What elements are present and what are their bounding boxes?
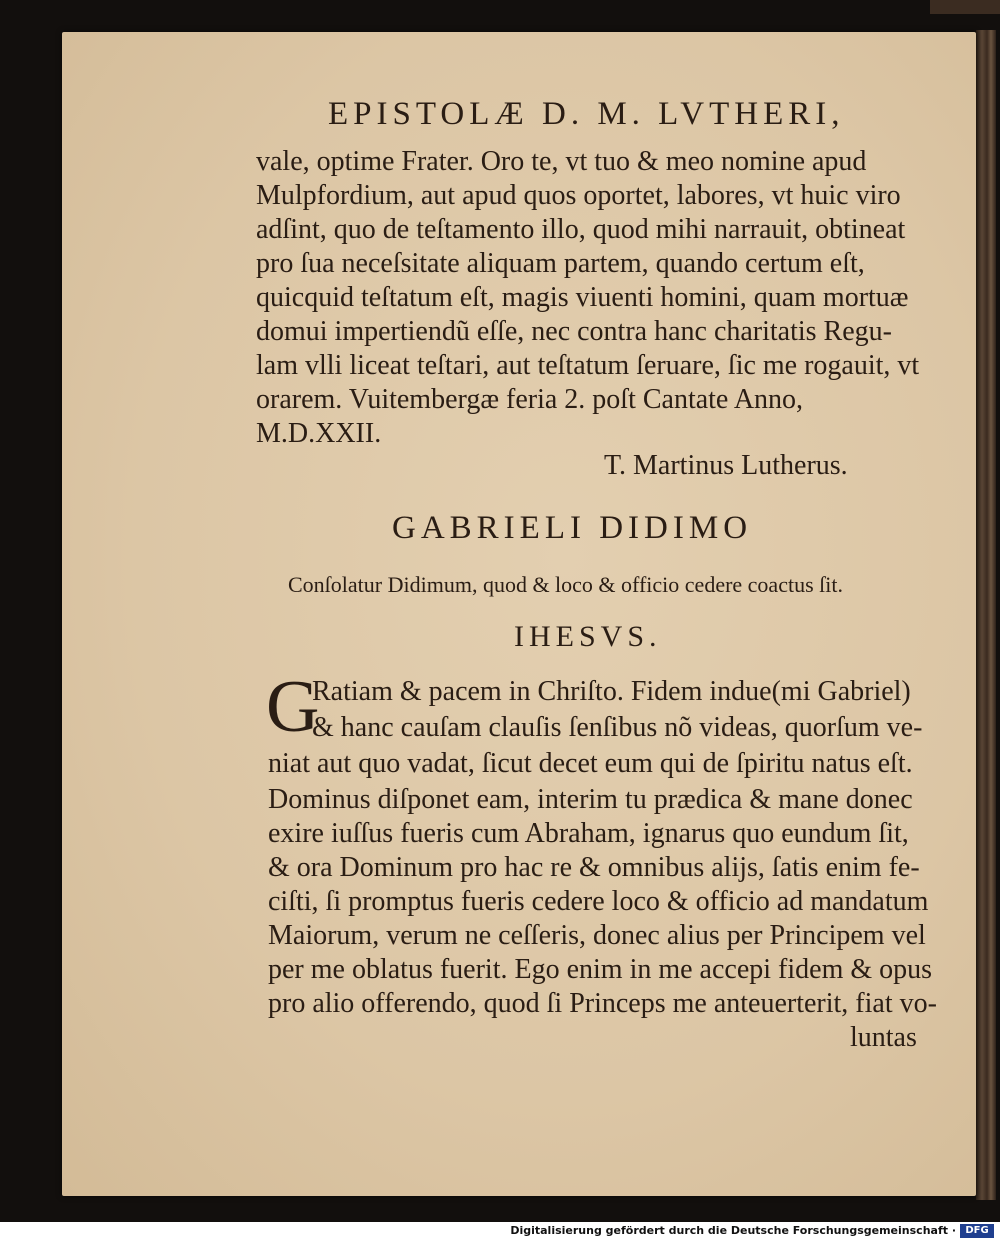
text-line: ciſti, ſi promptus fueris cedere loco & officio ad mandatum	[268, 886, 929, 917]
text-line: pro ſua neceſsitate aliquam partem, quando certum eſt,	[256, 248, 865, 279]
letter-heading: GABRIELI DIDIMO	[392, 510, 753, 546]
drop-cap: G	[266, 666, 320, 748]
letter-subheading: IHESVS.	[514, 620, 662, 653]
text-line: Maiorum, verum ne ceſſeris, donec alius per Principem vel	[268, 920, 926, 951]
text-line: lam vlli liceat teſtari, aut teſtatum ſeruare, ſic me rogauit, vt	[256, 350, 920, 381]
text-line: M.D.XXII.	[256, 418, 382, 449]
dfg-logo[interactable]: DFG	[960, 1224, 994, 1238]
book-edge-right	[976, 30, 996, 1200]
text-line: luntas	[850, 1022, 917, 1053]
text-line: adſint, quo de teſtamento illo, quod mihi narrauit, obtineat	[256, 214, 906, 245]
text-line: orarem. Vuitembergæ feria 2. poſt Cantate Anno,	[256, 384, 804, 415]
text-line: per me oblatus fuerit. Ego enim in me accepi fidem & opus	[268, 954, 933, 985]
text-line: vale, optime Frater. Oro te, vt tuo & meo nomine apud	[256, 146, 867, 177]
text-line: Mulpfordium, aut apud quos oportet, labores, vt huic viro	[256, 180, 901, 211]
book-edge-top	[930, 0, 1000, 14]
text-line: Ratiam & pacem in Chriſto. Fidem indue(mi Gabriel)	[312, 676, 911, 707]
text-line: quicquid teſtatum eſt, magis viuenti homini, quam mortuæ	[256, 282, 909, 313]
signature: T. Martinus Lutherus.	[604, 450, 848, 481]
running-head: EPISTOLÆ D. M. LVTHERI,	[328, 96, 845, 132]
footer-credit: Digitalisierung gefördert durch die Deutsche Forschungsgemeinschaft ·	[510, 1224, 956, 1237]
text-line: domui impertiendũ eſſe, nec contra hanc charitatis Regu-	[256, 316, 892, 347]
text-line: & hanc cauſam clauſis ſenſibus nõ videas, quorſum ve-	[312, 712, 923, 743]
text-line: & ora Dominum pro hac re & omnibus alijs, ſatis enim fe-	[268, 852, 920, 883]
text-line: Dominus diſponet eam, interim tu prædica & mane donec	[268, 784, 913, 815]
text-line: exire iuſſus fueris cum Abraham, ignarus quo eundum ſit,	[268, 818, 909, 849]
letter-summary: Conſolatur Didimum, quod & loco & officio cedere coactus ſit.	[288, 572, 843, 597]
digitization-footer	[0, 1222, 1000, 1241]
text-line: niat aut quo vadat, ſicut decet eum qui de ſpiritu natus eſt.	[268, 748, 913, 779]
text-line: pro alio offerendo, quod ſi Princeps me anteuerterit, fiat vo-	[268, 988, 937, 1019]
